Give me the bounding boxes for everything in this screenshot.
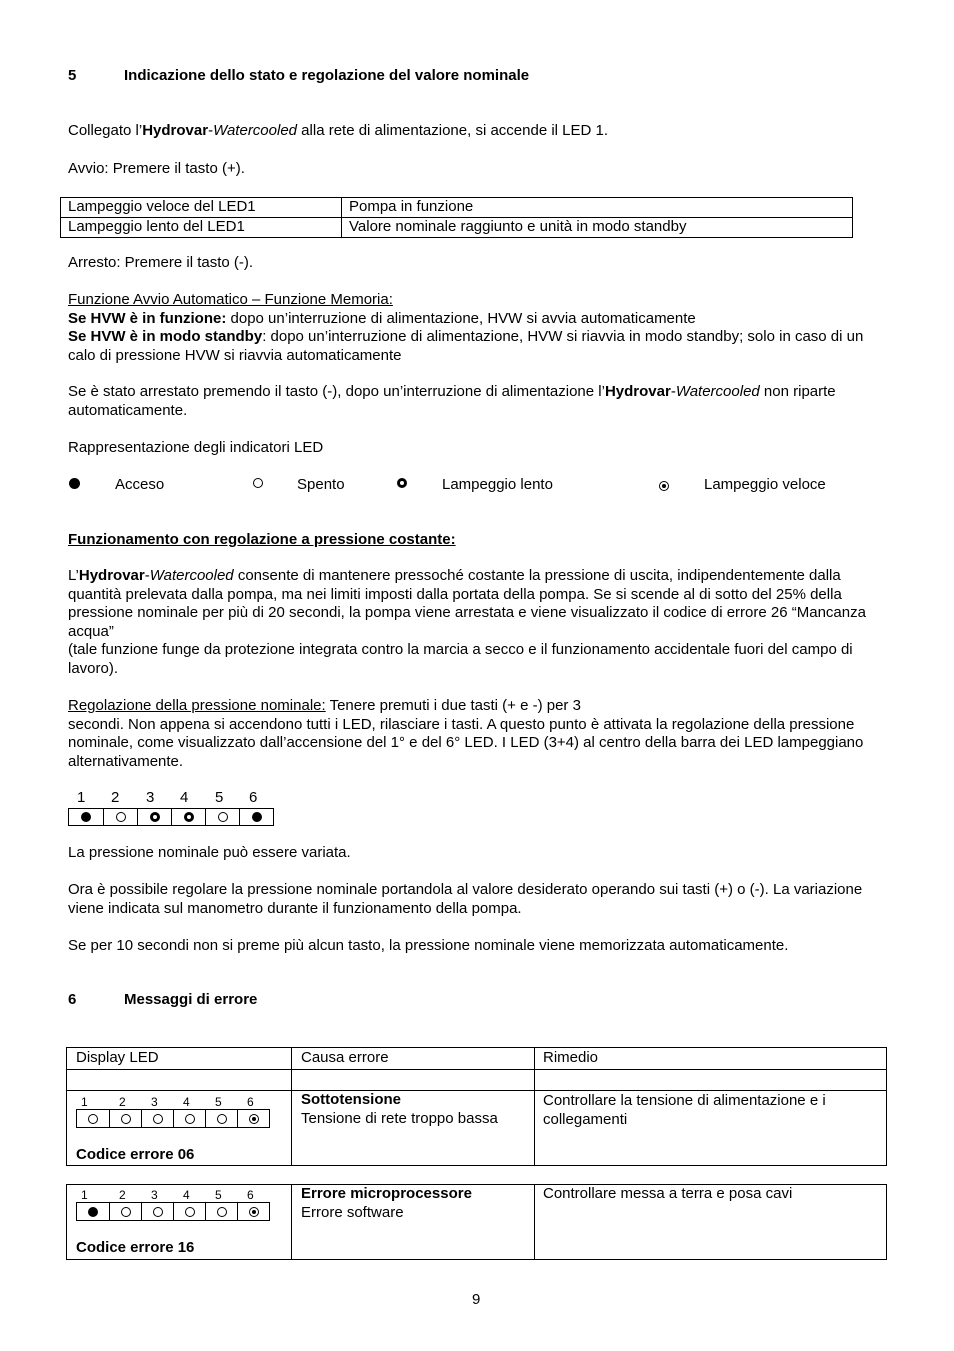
led-fast-icon [249,1114,259,1124]
stop-instruction: Arresto: Premere il tasto (-). [68,254,254,271]
led-off-icon [116,812,126,822]
error-table [66,1047,887,1166]
led-bar [68,808,274,826]
led-off-icon [88,1114,98,1124]
led-off-icon [121,1114,131,1124]
memorize-paragraph: Se per 10 secondi non si preme più alcun tasto, la pressione nominale viene memorizzata automaticamente. [68,937,789,954]
error-led-numbers: 1 2 3 4 5 6 [81,1095,254,1109]
legend-slow-label: Lampeggio lento [442,476,553,493]
table-cell: Lampeggio veloce del LED1 [61,198,342,218]
led-on-icon [88,1207,98,1217]
memory-standby: Se HVW è in modo standby: dopo un’interruzione di alimentazione, HVW si riavvia in modo standby; solo in caso di un calo di pressione HVW si riavvia automaticamente [68,328,864,364]
led-off-icon [253,478,263,488]
led-off-icon [218,812,228,822]
led-bar-numbers [68,789,278,807]
legend-off-label: Spento [297,476,345,493]
led-number: 6 [249,789,258,806]
led-number: 4 [180,789,189,806]
led-off-icon [153,1207,163,1217]
error-led-bar [76,1109,270,1128]
start-instruction: Avvio: Premere il tasto (+). [68,160,245,177]
led-number: 3 [146,789,155,806]
error-cause-title: Sottotensione [301,1091,401,1108]
legend-fast-label: Lampeggio veloce [704,476,826,493]
led-off-icon [217,1207,227,1217]
led-slow-icon [150,812,160,822]
error-remedy: Controllare messa a terra e posa cavi [543,1185,793,1202]
led-slow-blink-icon [397,478,407,488]
memory-heading: Funzione Avvio Automatico – Funzione Memoria: [68,291,393,308]
header-remedy: Rimedio [543,1049,599,1066]
led-off-icon [121,1207,131,1217]
constant-pressure-heading: Funzionamento con regolazione a pressione costante: [68,531,456,548]
table-row [61,198,853,218]
stopped-paragraph: Se è stato arrestato premendo il tasto (-), dopo un’interruzione di alimentazione l’Hydrovar-Watercooled non riparte automaticamente. [68,383,836,419]
error-led-numbers: 1 2 3 4 5 6 [81,1188,254,1202]
nominal-pressure-text: secondi. Non appena si accendono tutti i LED, rilasciare i tasti. A questo punto è attivata la regolazione della pressione nominale, come visualizzato dall’accensione del 1° e del 6° LED. I LED (3+4) al centro della barra dei LED lampeggiano alternativamente. [68,715,864,770]
constant-pressure-note: (tale funzione funge da protezione integrata contro la marcia a secco e il funzionamento accidentale fuori del campo di lavoro). [68,641,853,677]
led-off-icon [185,1114,195,1124]
error-cause-text: Errore software [301,1204,404,1221]
nominal-pressure-paragraph: Regolazione della pressione nominale: Tenere premuti i due tasti (+ e -) per 3 secondi. Non appena si accendono tutti i LED, rilasciare i tasti. A questo punto è attivata la regolazione della pressione nominale, come visualizzato dall’accensione del 1° e del 6° LED. I LED (3+4) al centro della barra dei LED lampeggiano alternativamente. [68,697,888,771]
led-on-icon [69,478,80,489]
led-off-icon [217,1114,227,1124]
error-remedy: Controllare la tensione di alimentazione e i collegamenti [543,1092,826,1128]
error-cause-text: Tensione di rete troppo bassa [301,1110,498,1127]
section-5-number: 5 [68,67,77,84]
error-code: Codice errore 06 [76,1146,195,1163]
section-6-number: 6 [68,991,77,1008]
header-cause: Causa errore [301,1049,389,1066]
led-number: 2 [111,789,120,806]
legend-title: Rappresentazione degli indicatori LED [68,439,324,456]
constant-pressure-paragraph: L’Hydrovar-Watercooled consente di mantenere pressoché costante la pressione di uscita, indipendentemente dalla quantità prelevata dalla pompa, ma nei limiti imposti dalla portata della pompa. Se si scende al di sotto del 25% della pressione nominale per più di 20 secondi, la pompa viene arrestata e viene visualizzato il codice di errore 26 “Mancanza acqua” (tale funzione funge da protezione integrata contro la marcia a secco e il funzionamento accidentale fuori del campo di lavoro). [68,567,888,678]
table-cell: Pompa in funzione [342,198,853,218]
page-number: 9 [472,1291,481,1308]
section-6-title: Messaggi di errore [124,991,258,1008]
led-fast-blink-icon [659,481,669,491]
intro-paragraph: Collegato l’Hydrovar-Watercooled alla rete di alimentazione, si accende il LED 1. [68,122,609,139]
error-table-row-2 [66,1184,887,1260]
led-fast-icon [249,1207,259,1217]
led-number: 5 [215,789,224,806]
error-cause-title: Errore microprocessore [301,1185,472,1202]
section-5-title: Indicazione dello stato e regolazione del valore nominale [124,67,530,84]
led-off-icon [185,1207,195,1217]
led-on-icon [252,812,262,822]
table-row [61,218,853,238]
error-led-bar [76,1202,270,1221]
led-on-icon [81,812,91,822]
adjust-paragraph: Ora è possibile regolare la pressione nominale portandola al valore desiderato operando sui tasti (+) o (-). La variazione viene indicata sul manometro durante il funzionamento della pompa. [68,881,863,917]
led1-status-table [60,197,853,238]
legend-on-label: Acceso [115,476,165,493]
led-number: 1 [77,789,86,806]
table-cell: Valore nominale raggiunto e unità in modo standby [342,218,853,238]
table-cell: Lampeggio lento del LED1 [61,218,342,238]
variable-paragraph: La pressione nominale può essere variata. [68,844,351,861]
memory-running: Se HVW è in funzione: dopo un’interruzione di alimentazione, HVW si avvia automaticamente [68,309,696,327]
error-code: Codice errore 16 [76,1239,195,1256]
header-display-led: Display LED [76,1049,159,1066]
memory-function [68,291,888,365]
led-slow-icon [184,812,194,822]
led-off-icon [153,1114,163,1124]
